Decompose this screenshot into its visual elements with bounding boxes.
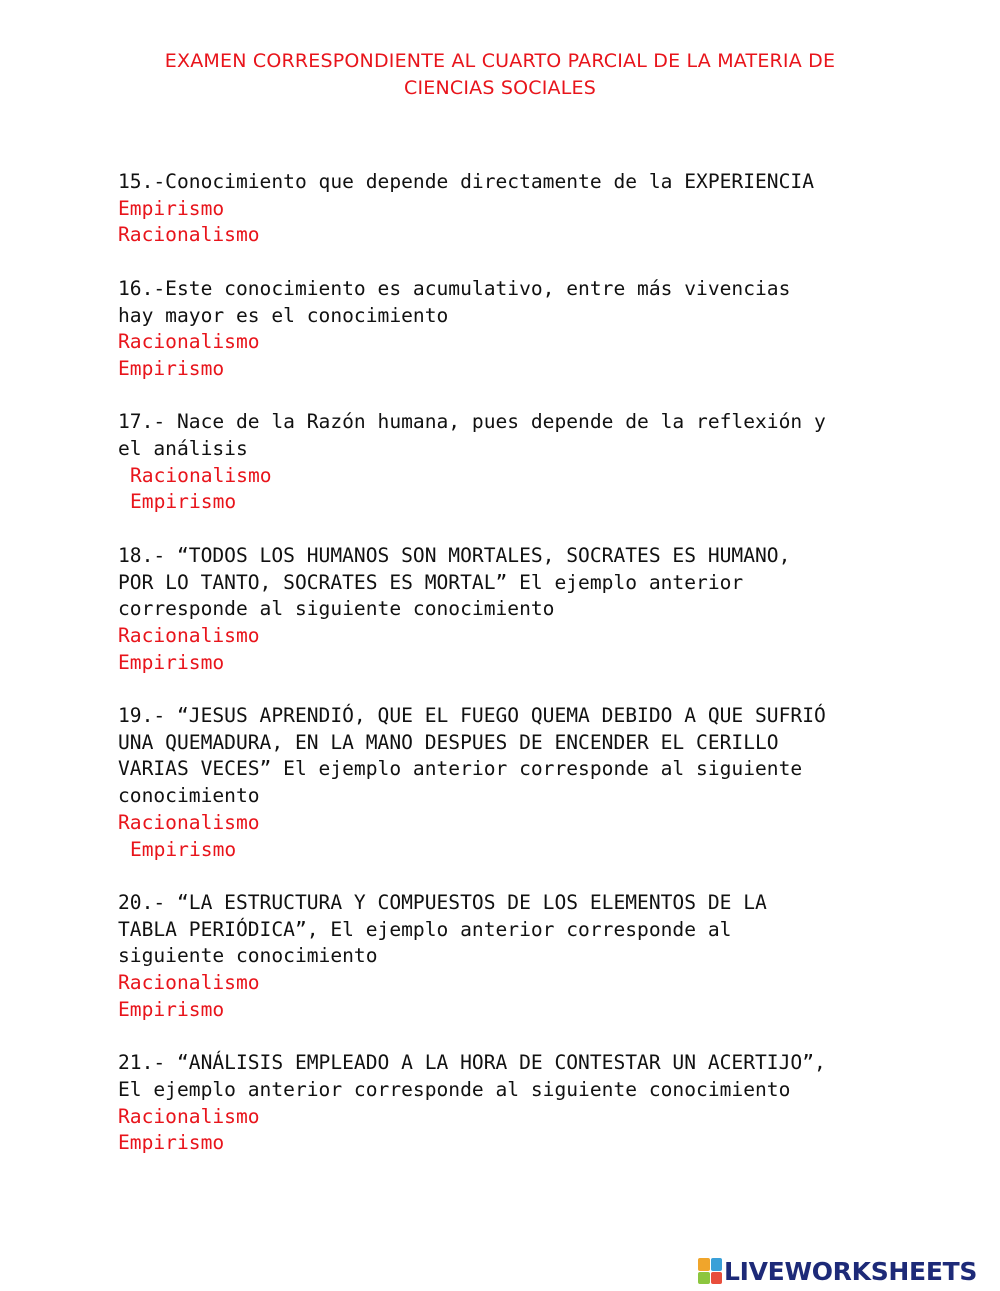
question-17 bbox=[118, 409, 888, 516]
answer-option[interactable]: Empirismo bbox=[118, 356, 225, 380]
question-19 bbox=[118, 703, 888, 863]
answer-option[interactable]: Empirismo bbox=[130, 490, 237, 514]
question-text: 20.- “LA ESTRUCTURA Y COMPUESTOS DE LOS ELEMENTOS DE LA TABLA PERIÓDICA”, El ejemplo anterior corresponde al siguiente conocimiento bbox=[118, 890, 767, 968]
answer-option[interactable]: Racionalismo bbox=[118, 623, 260, 647]
liveworksheets-brand bbox=[698, 1256, 977, 1286]
answer-option[interactable]: Empirismo bbox=[118, 650, 225, 674]
answer-option[interactable]: Racionalismo bbox=[118, 330, 260, 354]
logo-square bbox=[711, 1258, 723, 1271]
answer-option[interactable]: Racionalismo bbox=[118, 971, 260, 995]
exam-title bbox=[0, 48, 1000, 102]
answer-option[interactable]: Empirismo bbox=[118, 997, 225, 1021]
answer-option[interactable]: Empirismo bbox=[130, 837, 237, 861]
exam-title-line-1: EXAMEN CORRESPONDIENTE AL CUARTO PARCIAL DE LA MATERIA DE bbox=[164, 50, 836, 72]
answer-option[interactable]: Racionalismo bbox=[118, 1104, 260, 1128]
answer-option[interactable]: Empirismo bbox=[118, 1131, 225, 1155]
logo-square bbox=[698, 1258, 710, 1271]
answer-option[interactable]: Racionalismo bbox=[118, 223, 260, 247]
question-16 bbox=[118, 276, 888, 383]
answer-option[interactable]: Empirismo bbox=[118, 196, 225, 220]
question-20 bbox=[118, 890, 888, 1024]
question-text: 18.- “TODOS LOS HUMANOS SON MORTALES, SOCRATES ES HUMANO, POR LO TANTO, SOCRATES ES MORTAL” El ejemplo anterior corresponde al siguiente conocimiento bbox=[118, 543, 791, 621]
answer-option[interactable]: Racionalismo bbox=[118, 810, 260, 834]
answer-option[interactable]: Racionalismo bbox=[130, 463, 272, 487]
question-text: 15.-Conocimiento que depende directamente de la EXPERIENCIA bbox=[118, 170, 814, 193]
exam-title-line-2: CIENCIAS SOCIALES bbox=[404, 77, 596, 99]
question-text: 21.- “ANÁLISIS EMPLEADO A LA HORA DE CONTESTAR UN ACERTIJO”, El ejemplo anterior corresponde al siguiente conocimiento bbox=[118, 1051, 826, 1101]
brand-name: LIVEWORKSHEETS bbox=[724, 1256, 978, 1286]
question-text: 19.- “JESUS APRENDIÓ, QUE EL FUEGO QUEMA DEBIDO A QUE SUFRIÓ UNA QUEMADURA, EN LA MANO DESPUES DE ENCENDER EL CERILLO VARIAS VECES” El ejemplo anterior corresponde al siguiente conocimiento bbox=[118, 704, 826, 808]
question-text: 16.-Este conocimiento es acumulativo, entre más vivencias hay mayor es el conocimiento bbox=[118, 276, 791, 327]
question-18 bbox=[118, 543, 888, 677]
question-15 bbox=[118, 169, 888, 249]
logo-square bbox=[698, 1272, 710, 1285]
liveworksheets-logo-icon bbox=[698, 1258, 722, 1284]
logo-square bbox=[711, 1272, 723, 1285]
question-text: 17.- Nace de la Razón humana, pues depende de la reflexión y el análisis bbox=[118, 410, 826, 460]
question-list bbox=[118, 169, 888, 1184]
question-21 bbox=[118, 1050, 888, 1157]
